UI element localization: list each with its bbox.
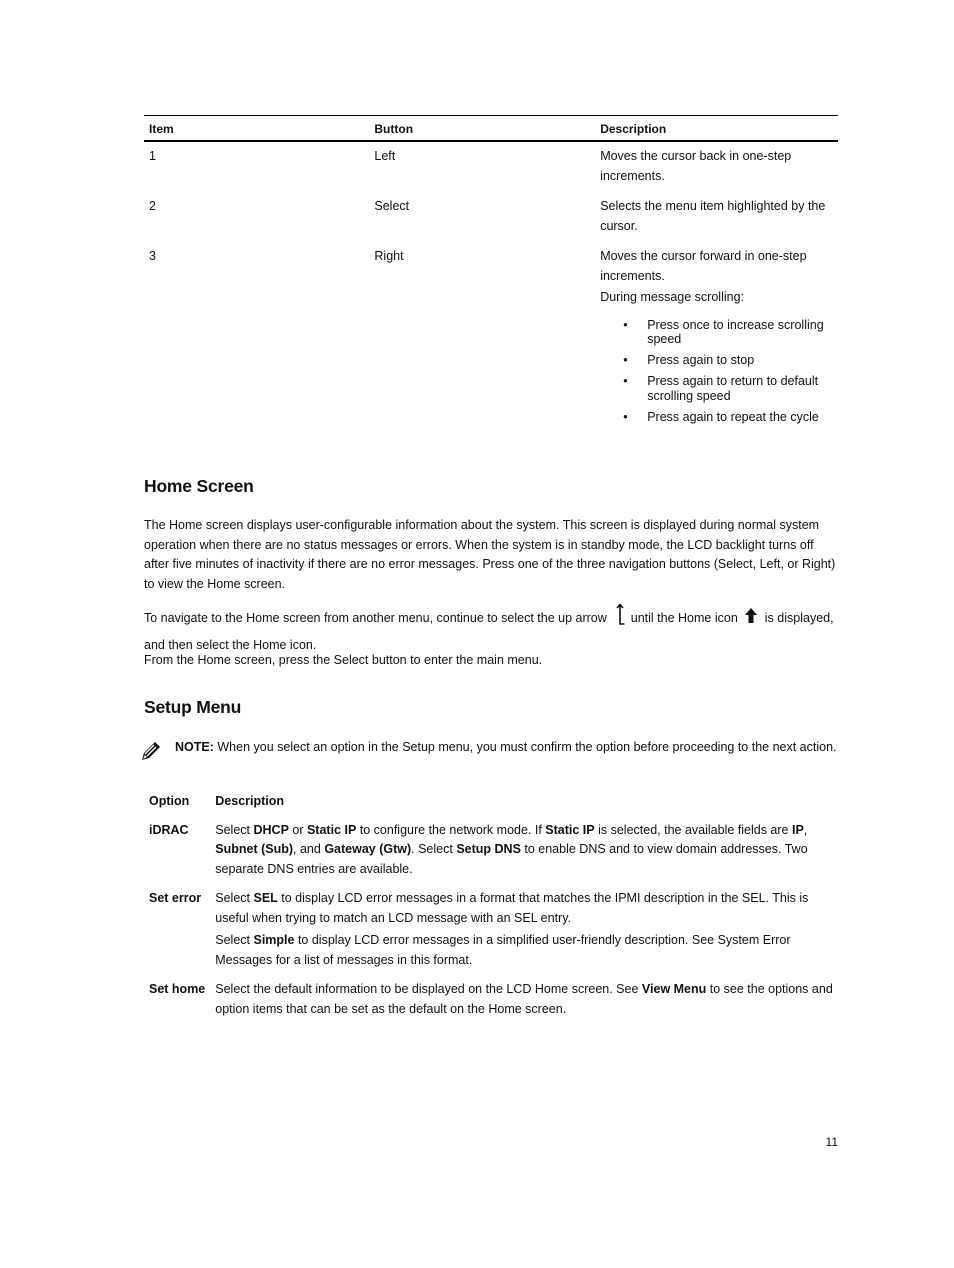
table-row: [144, 977, 838, 1026]
up-arrow-icon: [615, 604, 625, 634]
description-text: Moves the cursor forward in one-step increments.: [600, 249, 807, 283]
row-button: Select: [374, 199, 410, 213]
note-text: When you select an option in the Setup menu, you must confirm the option before proceeding to the next action.: [217, 740, 837, 754]
header-description: Description: [595, 116, 838, 142]
table-row: [144, 192, 838, 242]
description-text: Select Simple to display LCD error messages in a simplified user-friendly description. See System Error Messages for a list of messages in this format.: [215, 933, 791, 967]
option-description: [210, 977, 838, 1026]
row-button: Left: [374, 149, 396, 163]
description-text: During message scrolling:: [600, 290, 744, 304]
setup-menu-heading: Setup Menu: [144, 697, 242, 717]
page-number: 11: [825, 1135, 838, 1149]
navigate-text: To navigate to the Home screen from another menu, continue to select the up arrow: [144, 611, 607, 625]
navigate-text: is displayed, and then select the Home icon.: [144, 611, 834, 652]
navigate-paragraph: [144, 604, 838, 657]
home-screen-heading: Home Screen: [144, 476, 254, 496]
list-item: • Press again to return to default scrolling speed: [600, 374, 838, 403]
table-row: [144, 886, 838, 977]
setup-options-table: [144, 790, 838, 1026]
home-icon: [745, 608, 757, 632]
navigate-text: until the Home icon: [630, 611, 738, 625]
header-button: Button: [369, 116, 595, 142]
description-text: Select DHCP or Static IP to configure the network mode. If Static IP is selected, the available fields are IP, Subnet (Sub), and Gateway (Gtw). Select Setup DNS to enable DNS and to view domain addresses. Two separate DNS entries are available.: [215, 822, 808, 876]
note-block: [144, 738, 838, 758]
option-description: [210, 886, 838, 977]
header-option: Option: [149, 794, 190, 808]
pencil-note-icon: [140, 740, 162, 769]
main-menu-paragraph: From the Home screen, press the Select button to enter the main menu.: [144, 653, 543, 667]
list-item: • Press once to increase scrolling speed: [600, 318, 838, 347]
option-set-error: Set error: [149, 891, 202, 905]
description-text: Select the default information to be displayed on the LCD Home screen. See View Menu to see the options and option items that can be set as the default on the Home screen.: [215, 982, 833, 1016]
row-button: Right: [374, 249, 404, 263]
option-description: [210, 818, 838, 887]
option-idrac: iDRAC: [149, 822, 189, 837]
table-row: [144, 141, 838, 192]
list-item: • Press again to stop: [600, 353, 838, 368]
row-item: 1: [149, 149, 156, 163]
row-item: 2: [149, 199, 156, 213]
description-text: Moves the cursor back in one-step increments.: [600, 149, 792, 183]
scrolling-bullet-list: [600, 318, 838, 425]
row-description: [595, 192, 838, 242]
note-label: NOTE:: [175, 740, 214, 754]
header-description: Description: [215, 794, 285, 808]
row-description: [595, 242, 838, 437]
list-item: • Press again to repeat the cycle: [600, 410, 838, 425]
table-row: [144, 242, 838, 437]
home-screen-paragraph: The Home screen displays user-configurable information about the system. This screen is displayed during normal system operation when there are no status messages or errors. When the system is in standby mode, the LCD backlight turns off after five minutes of inactivity if there are no error messages. Press one of the three navigation buttons (Select, Left, or Right) to view the Home screen.: [144, 518, 836, 591]
table-header-row: [144, 116, 838, 142]
row-item: 3: [149, 249, 156, 263]
description-text: Select SEL to display LCD error messages in a format that matches the IPMI description in the SEL. This is useful when trying to match an LCD message with an SEL entry.: [215, 891, 809, 925]
option-set-home: Set home: [149, 982, 206, 996]
description-text: Selects the menu item highlighted by the cursor.: [600, 199, 826, 233]
header-item: Item: [144, 116, 369, 142]
table-header-row: [144, 790, 838, 818]
table-row: [144, 818, 838, 887]
row-description: [595, 141, 838, 192]
button-table: [144, 115, 838, 437]
